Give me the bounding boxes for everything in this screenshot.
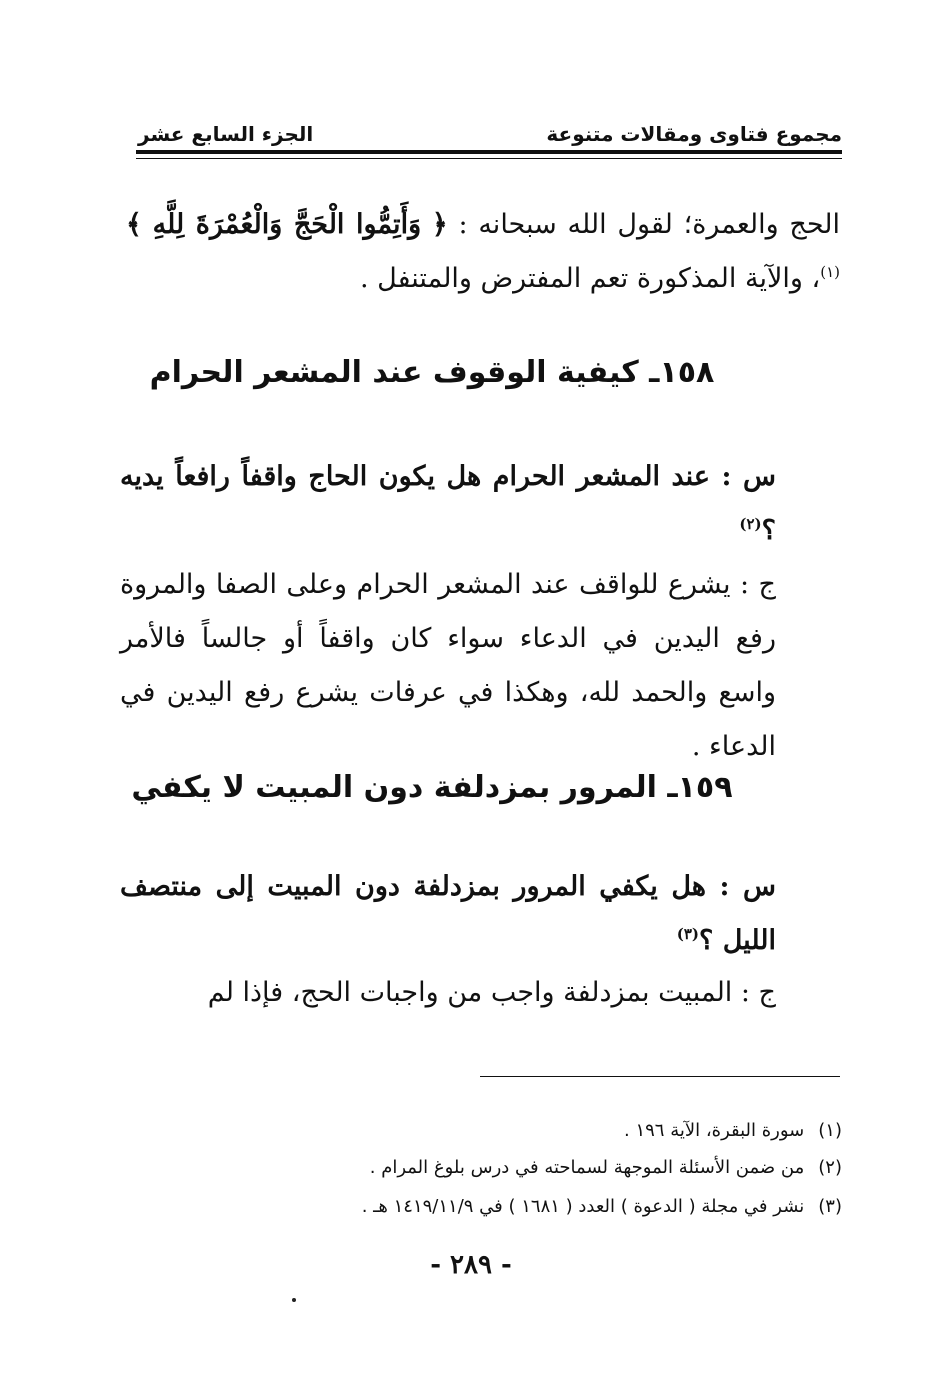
intro-paragraph [126, 198, 840, 306]
intro-text: الحج والعمرة؛ لقول الله سبحانه : [458, 209, 840, 240]
footnote-1 [142, 1120, 842, 1141]
answer-158 [120, 558, 776, 774]
footnote-2-text: من ضمن الأسئلة الموجهة لسماحته في درس بلوغ المرام . [369, 1157, 805, 1178]
footnote-1-text: سورة البقرة، الآية ١٩٦ . [624, 1120, 805, 1141]
footnote-2-number: (٢) [818, 1157, 842, 1178]
footnote-ref-1[interactable]: (١) [820, 263, 840, 281]
footnote-ref-2[interactable]: (٢) [739, 515, 762, 533]
volume-label: الجزء السابع عشر [138, 122, 314, 146]
footnote-3-number: (٣) [818, 1196, 842, 1217]
footnote-1-number: (١) [818, 1120, 842, 1141]
page-number: - ٢٨٩ - [430, 1250, 512, 1280]
footnote-3-text: نشر في مجلة ( الدعوة ) العدد ( ١٦٨١ ) في ١٤١٩/١١/٩ هـ . [361, 1196, 805, 1217]
footnote-2 [142, 1157, 842, 1178]
question-159 [120, 860, 776, 968]
header-rule-thin [136, 158, 842, 159]
quran-close-bracket: ﴾ [126, 209, 142, 240]
quran-verse: وَأَتِمُّوا الْحَجَّ وَالْعُمْرَةَ لِلَّهِ [152, 209, 422, 240]
footnote-separator [480, 1076, 840, 1077]
answer-158-text: ج : يشرع للواقف عند المشعر الحرام وعلى الصفا والمروة رفع اليدين في الدعاء سواء كان واقفاً أو جالساً فالأمر واسع والحمد لله، وهكذا في عرفات يشرع رفع اليدين في الدعاء . [120, 569, 776, 762]
intro-comma: ، [811, 263, 821, 294]
quran-open-bracket: ﴿ [431, 209, 448, 240]
book-title: مجموع فتاوى ومقالات متنوعة [546, 122, 842, 146]
header-rule-thick [136, 150, 842, 154]
scan-speck [292, 1298, 296, 1302]
answer-159-text: ج : المبيت بمزدلفة واجب من واجبات الحج، فإذا لم [207, 977, 776, 1008]
section-heading-158: ١٥٨ـ كيفية الوقوف عند المشعر الحرام [149, 355, 715, 390]
section-heading-159: ١٥٩ـ المرور بمزدلفة دون المبيت لا يكفي [131, 770, 733, 805]
question-159-text: س : هل يكفي المرور بمزدلفة دون المبيت إلى منتصف الليل ؟ [120, 871, 776, 956]
intro-text-after: والآية المذكورة تعم المفترض والمتنفل . [360, 263, 803, 294]
question-158 [120, 450, 776, 558]
footnote-3 [142, 1196, 842, 1217]
footnote-ref-3[interactable]: (٣) [676, 925, 699, 943]
answer-159 [120, 966, 776, 1020]
question-158-text: س : عند المشعر الحرام هل يكون الحاج واقفاً رافعاً يديه ؟ [120, 461, 776, 546]
